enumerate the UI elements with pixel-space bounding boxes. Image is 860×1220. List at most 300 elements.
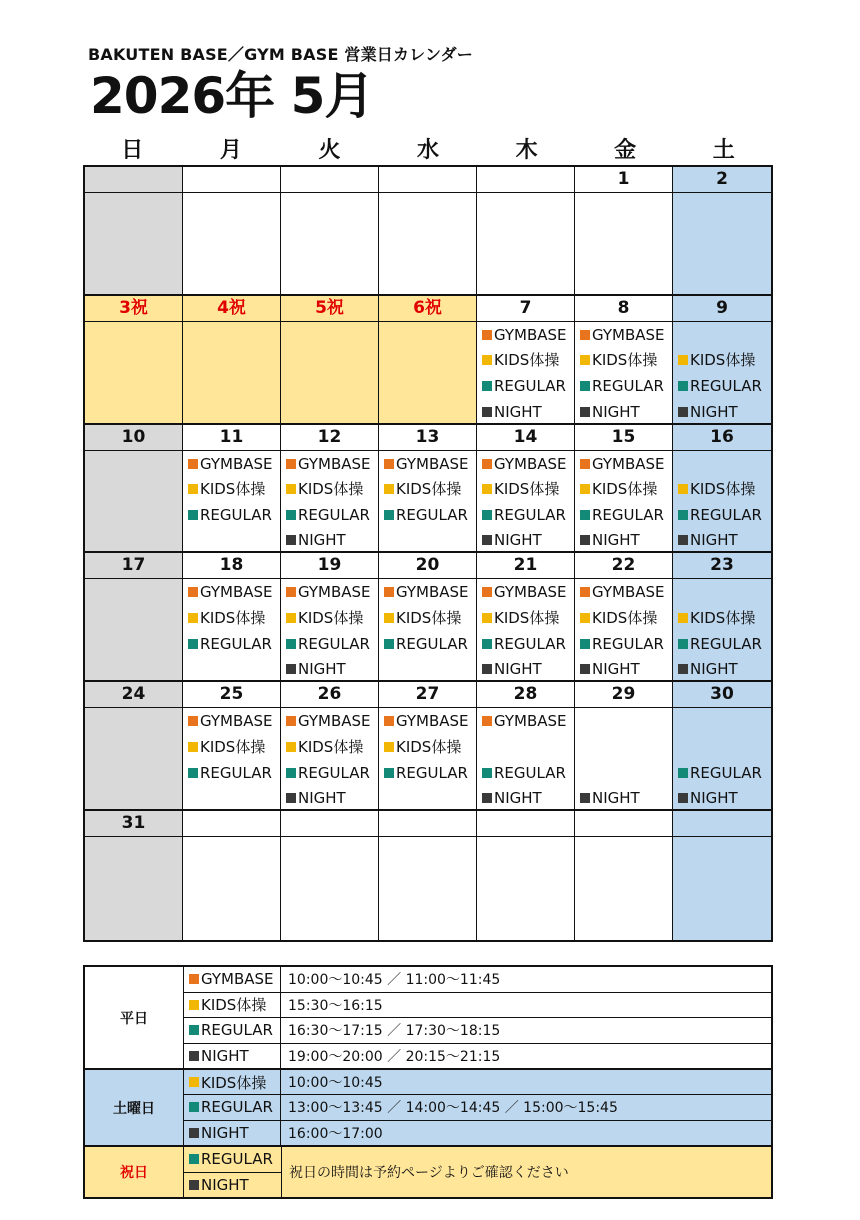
legend-session-time: 16:00〜17:00 [288,1125,383,1142]
session-color-icon [482,330,492,340]
day-number: 18 [183,553,280,579]
session-kids [673,477,771,503]
session-empty [477,864,574,890]
session-empty [575,194,672,220]
session-label: REGULAR [396,505,468,524]
session-color-icon [482,484,492,494]
session-regular [379,632,476,658]
weekday-label: 水 [417,138,440,163]
session-color-icon [482,639,492,649]
session-empty [477,838,574,864]
session-empty [85,864,182,890]
session-gymbase [183,709,280,735]
session-color-icon [580,793,590,803]
session-empty [183,528,280,553]
legend-session-label: NIGHT [201,1175,249,1194]
session-color-icon [286,484,296,494]
session-label: KIDS体操 [298,609,364,628]
session-label: GYMBASE [494,712,567,731]
session-gymbase [379,709,476,735]
day-cell [379,682,477,811]
day-number: 21 [477,553,574,579]
session-color-icon [286,459,296,469]
day-cell [281,811,379,940]
session-label: REGULAR [494,634,566,653]
day-number: 7 [477,296,574,322]
day-number [477,167,574,193]
day-number: 2 [673,167,771,193]
day-sessions [183,193,280,296]
day-sessions [673,322,771,425]
calendar-subtitle: BAKUTEN BASE／GYM BASE 営業日カレンダー [88,45,473,64]
legend-row [184,1095,771,1120]
session-empty [477,271,574,296]
session-label: REGULAR [592,377,664,396]
session-color-icon [188,742,198,752]
session-empty [379,245,476,271]
session-empty [379,786,476,811]
session-night [477,528,574,553]
day-number: 27 [379,682,476,708]
session-regular [477,761,574,787]
calendar-title: 2026年 5月 [90,67,374,125]
session-regular [575,632,672,658]
day-number: 4祝 [183,296,280,322]
day-number: 3祝 [85,296,182,322]
session-color-icon [384,716,394,726]
session-label: NIGHT [690,660,738,679]
session-empty [85,271,182,296]
session-empty [85,580,182,606]
day-sessions [477,579,574,682]
legend-session-label: REGULAR [201,1150,273,1169]
day-cell [673,167,771,296]
session-label: GYMBASE [592,325,665,344]
session-empty [575,220,672,246]
session-label: KIDS体操 [200,480,266,499]
session-label: KIDS体操 [396,609,462,628]
day-cell [379,425,477,554]
day-sessions [85,322,182,425]
day-number: 6祝 [379,296,476,322]
legend-session-name [184,1070,281,1094]
day-cell [673,425,771,554]
day-number [575,811,672,837]
session-empty [183,864,280,890]
session-label: REGULAR [494,763,566,782]
day-sessions [673,193,771,296]
session-label: REGULAR [690,634,762,653]
session-color-icon [384,768,394,778]
day-sessions [673,837,771,940]
day-cell [281,167,379,296]
legend-session-name [184,1121,281,1145]
session-gymbase [183,452,280,478]
session-kids [575,348,672,374]
session-color-icon [482,510,492,520]
session-label: KIDS体操 [592,351,658,370]
session-empty [673,915,771,940]
session-color-icon [580,664,590,674]
session-regular [673,632,771,658]
session-color-icon [188,484,198,494]
day-cell [477,553,575,682]
day-cell [183,553,281,682]
session-color-icon [678,664,688,674]
day-sessions [379,837,476,940]
session-color-icon [580,639,590,649]
session-color-icon [189,1102,199,1112]
session-empty [673,220,771,246]
session-regular [281,503,378,529]
day-number: 9 [673,296,771,322]
session-color-icon [286,639,296,649]
session-color-icon [189,1180,199,1190]
calendar-grid [83,165,773,942]
session-label: KIDS体操 [592,480,658,499]
legend-session-name [184,1173,281,1198]
legend-row [184,1070,771,1095]
session-color-icon [189,1077,199,1087]
legend-saturday-group [85,1070,771,1147]
session-color-icon [384,510,394,520]
session-color-icon [580,459,590,469]
session-color-icon [482,355,492,365]
session-color-icon [580,381,590,391]
session-empty [575,889,672,915]
session-color-icon [482,664,492,674]
legend-saturday-label: 土曜日 [85,1070,184,1145]
day-sessions [183,322,280,425]
day-number: 29 [575,682,672,708]
session-color-icon [384,459,394,469]
day-cell [673,811,771,940]
session-kids [183,606,280,632]
legend-session-name [184,1044,281,1069]
session-empty [183,400,280,425]
session-color-icon [384,587,394,597]
day-number [379,811,476,837]
session-empty [673,194,771,220]
day-sessions [673,579,771,682]
day-sessions [673,708,771,811]
session-empty [183,657,280,682]
session-empty [85,323,182,349]
session-night [673,400,771,425]
session-empty [379,271,476,296]
session-color-icon [678,381,688,391]
day-number: 31 [85,811,182,837]
day-number: 11 [183,425,280,451]
schedule-legend [83,965,773,1199]
session-color-icon [678,510,688,520]
session-gymbase [575,452,672,478]
session-color-icon [189,1025,199,1035]
legend-session-time: 10:00〜10:45 [288,1075,383,1092]
session-empty [673,735,771,761]
session-color-icon [286,535,296,545]
session-color-icon [189,1128,199,1138]
day-number: 12 [281,425,378,451]
session-empty [281,271,378,296]
session-color-icon [188,613,198,623]
day-sessions [85,193,182,296]
legend-session-time: 19:00〜20:00 ／ 20:15〜21:15 [288,1048,501,1065]
session-night [575,528,672,553]
session-empty [673,709,771,735]
session-empty [85,245,182,271]
session-kids [379,477,476,503]
day-number [379,167,476,193]
session-color-icon [482,793,492,803]
session-label: GYMBASE [200,454,273,473]
legend-session-time: 16:30〜17:15 ／ 17:30〜18:15 [288,1023,501,1040]
weekday-label: 火 [318,138,341,163]
session-label: KIDS体操 [298,480,364,499]
day-sessions [183,837,280,940]
session-empty [183,786,280,811]
legend-holiday-label: 祝日 [85,1147,184,1197]
day-cell [477,167,575,296]
session-gymbase [281,580,378,606]
day-sessions [477,322,574,425]
session-empty [673,245,771,271]
session-regular [379,761,476,787]
session-night [281,528,378,553]
session-color-icon [678,639,688,649]
session-label: REGULAR [200,634,272,653]
session-empty [281,220,378,246]
session-label: KIDS体操 [690,480,756,499]
session-label: GYMBASE [298,583,371,602]
session-label: REGULAR [690,377,762,396]
session-label: REGULAR [592,505,664,524]
session-empty [379,220,476,246]
session-label: NIGHT [494,789,542,808]
session-label: KIDS体操 [690,609,756,628]
session-night [673,528,771,553]
session-label: REGULAR [298,634,370,653]
session-label: KIDS体操 [690,351,756,370]
session-empty [85,606,182,632]
legend-session-name [184,1147,281,1173]
day-cell [85,167,183,296]
session-label: REGULAR [396,763,468,782]
session-empty [379,323,476,349]
day-sessions [183,579,280,682]
session-gymbase [575,580,672,606]
session-regular [673,374,771,400]
session-empty [379,400,476,425]
session-empty [281,400,378,425]
day-number: 22 [575,553,672,579]
day-sessions [673,451,771,554]
session-empty [575,245,672,271]
session-color-icon [580,484,590,494]
session-label: GYMBASE [298,454,371,473]
day-number: 13 [379,425,476,451]
session-label: KIDS体操 [494,480,560,499]
legend-session-name [184,993,281,1018]
session-empty [379,374,476,400]
day-number: 25 [183,682,280,708]
day-sessions [281,451,378,554]
session-color-icon [580,355,590,365]
legend-weekday-group [85,967,771,1070]
day-number: 5祝 [281,296,378,322]
legend-weekday-label: 平日 [85,967,184,1068]
day-cell [85,553,183,682]
session-color-icon [189,1000,199,1010]
day-cell [477,425,575,554]
session-empty [281,374,378,400]
day-number [183,811,280,837]
day-cell [281,553,379,682]
session-label: KIDS体操 [298,737,364,756]
session-color-icon [286,716,296,726]
session-label: NIGHT [592,660,640,679]
day-number: 20 [379,553,476,579]
session-color-icon [286,793,296,803]
session-empty [183,220,280,246]
session-label: GYMBASE [494,454,567,473]
session-color-icon [580,330,590,340]
day-number: 30 [673,682,771,708]
session-night [575,400,672,425]
session-color-icon [188,510,198,520]
session-empty [183,838,280,864]
session-night [673,657,771,682]
session-color-icon [678,793,688,803]
session-empty [85,735,182,761]
session-gymbase [477,580,574,606]
session-empty [85,786,182,811]
session-label: NIGHT [298,789,346,808]
day-sessions [183,708,280,811]
session-empty [477,735,574,761]
session-empty [85,657,182,682]
session-empty [85,632,182,658]
session-label: KIDS体操 [494,351,560,370]
session-label: NIGHT [298,660,346,679]
session-color-icon [580,535,590,545]
session-label: KIDS体操 [494,609,560,628]
day-cell [183,425,281,554]
day-sessions [281,579,378,682]
session-kids [281,735,378,761]
session-empty [85,348,182,374]
session-empty [85,400,182,425]
day-number [673,811,771,837]
weekday-label: 月 [219,138,242,163]
day-cell [183,167,281,296]
session-empty [575,864,672,890]
day-cell [85,296,183,425]
session-night [281,657,378,682]
session-empty [85,838,182,864]
legend-row [184,993,771,1019]
legend-session-label: KIDS体操 [201,996,267,1015]
session-label: GYMBASE [592,583,665,602]
session-color-icon [188,587,198,597]
session-empty [281,915,378,940]
session-gymbase [575,323,672,349]
day-number: 26 [281,682,378,708]
session-empty [477,220,574,246]
session-color-icon [482,587,492,597]
session-color-icon [188,716,198,726]
session-label: GYMBASE [200,583,273,602]
day-cell [281,682,379,811]
day-cell [183,811,281,940]
session-label: NIGHT [592,789,640,808]
day-sessions [379,708,476,811]
session-empty [673,838,771,864]
session-color-icon [286,742,296,752]
session-empty [85,761,182,787]
session-color-icon [286,510,296,520]
session-empty [379,348,476,374]
session-label: REGULAR [690,763,762,782]
day-cell [379,553,477,682]
legend-row [184,1018,771,1044]
session-gymbase [281,452,378,478]
session-night [477,657,574,682]
day-sessions [85,451,182,554]
session-empty [281,245,378,271]
session-color-icon [189,1154,199,1164]
day-number [183,167,280,193]
session-empty [379,838,476,864]
session-label: NIGHT [494,531,542,550]
session-color-icon [188,459,198,469]
session-label: REGULAR [592,634,664,653]
session-regular [183,761,280,787]
day-cell [183,296,281,425]
day-number [281,167,378,193]
session-empty [281,348,378,374]
session-kids [379,735,476,761]
day-number [477,811,574,837]
day-number [85,167,182,193]
session-label: NIGHT [494,402,542,421]
session-color-icon [678,613,688,623]
session-label: KIDS体操 [396,737,462,756]
session-color-icon [580,613,590,623]
session-empty [477,915,574,940]
session-gymbase [379,580,476,606]
weekday-label: 土 [712,138,735,163]
session-empty [85,709,182,735]
session-label: GYMBASE [396,454,469,473]
session-regular [183,632,280,658]
day-sessions [85,708,182,811]
session-regular [477,632,574,658]
session-empty [673,889,771,915]
session-label: REGULAR [200,763,272,782]
session-empty [575,838,672,864]
day-cell [575,682,673,811]
session-empty [477,245,574,271]
day-sessions [183,451,280,554]
session-color-icon [384,639,394,649]
session-label: GYMBASE [592,454,665,473]
session-color-icon [482,381,492,391]
day-sessions [575,193,672,296]
day-sessions [575,708,672,811]
session-night [477,786,574,811]
session-empty [673,323,771,349]
